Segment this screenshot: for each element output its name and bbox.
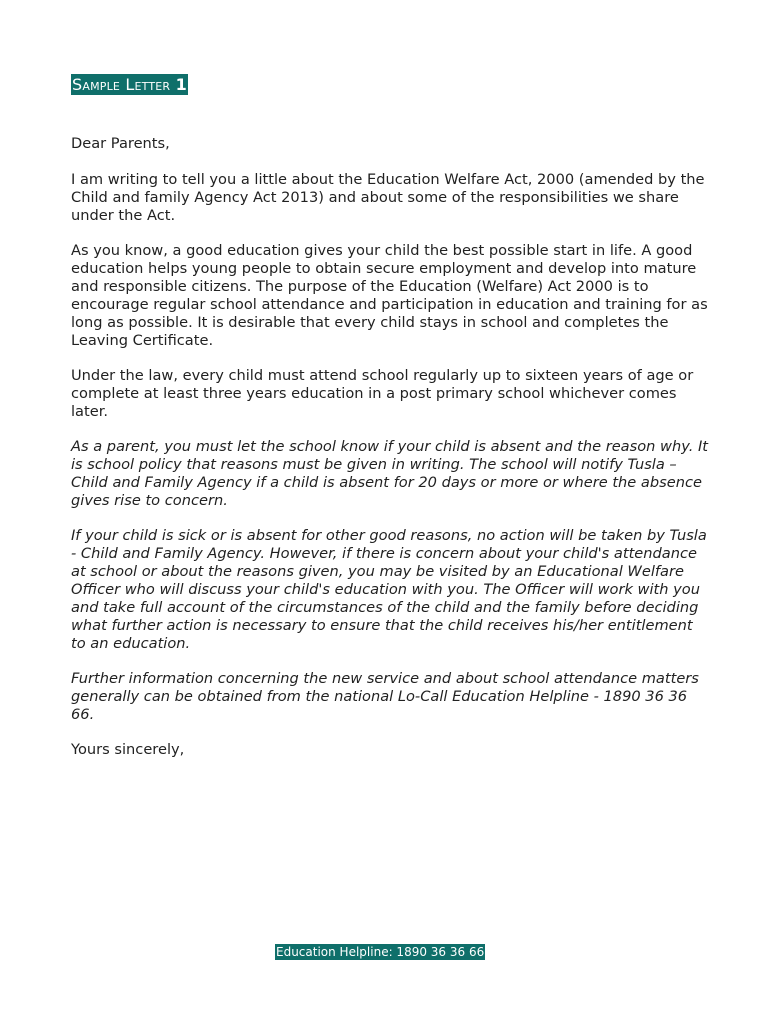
paragraph-further-info: Further information concerning the new service and about school attendance matters generally can be obtained from the national Lo-Call Education Helpline - 1890 36 36 66.	[71, 670, 699, 723]
paragraph-act-intro: I am writing to tell you a little about the Education Welfare Act, 2000 (amended by the Child and family Agency Act 2013) and about some of the responsibilities we share under the Act.	[71, 171, 705, 224]
letter-title	[71, 74, 188, 95]
closing: Yours sincerely,	[71, 741, 185, 758]
paragraph-sick-absence: If your child is sick or is absent for other good reasons, no action will be taken by Tusla - Child and Family Agency. However, if there is concern about your child's attendance at school or about the reasons given, you may be visited by an Educational Welfare Officer who will discuss your child's education with you. The Officer will work with you and take full account of the circumstances of the child and the family before deciding what further action is necessary to ensure that the child receives his/her entitlement to an education.	[71, 527, 707, 652]
paragraph-good-education: As you know, a good education gives your child the best possible start in life. A good education helps young people to obtain secure employment and develop into mature and responsible citizens. The purpose of the Education (Welfare) Act 2000 is to encourage regular school attendance and participation in education and training for as long as possible. It is desirable that every child stays in school and completes the Leaving Certificate.	[71, 242, 708, 349]
letter-body	[71, 135, 711, 776]
salutation: Dear Parents,	[71, 135, 170, 152]
footer-helpline: Education Helpline: 1890 36 36 66	[276, 945, 485, 959]
paragraph-law: Under the law, every child must attend school regularly up to sixteen years of age or complete at least three years education in a post primary school whichever comes later.	[71, 367, 694, 420]
paragraph-parent-duty: As a parent, you must let the school know if your child is absent and the reason why. It is school policy that reasons must be given in writing. The school will notify Tusla – Child and Family Agency if a child is absent for 20 days or more or where the absence gives rise to concern.	[71, 438, 709, 509]
letter-title-number: 1	[175, 75, 187, 94]
letter-title-text: Sample Letter	[72, 75, 171, 94]
